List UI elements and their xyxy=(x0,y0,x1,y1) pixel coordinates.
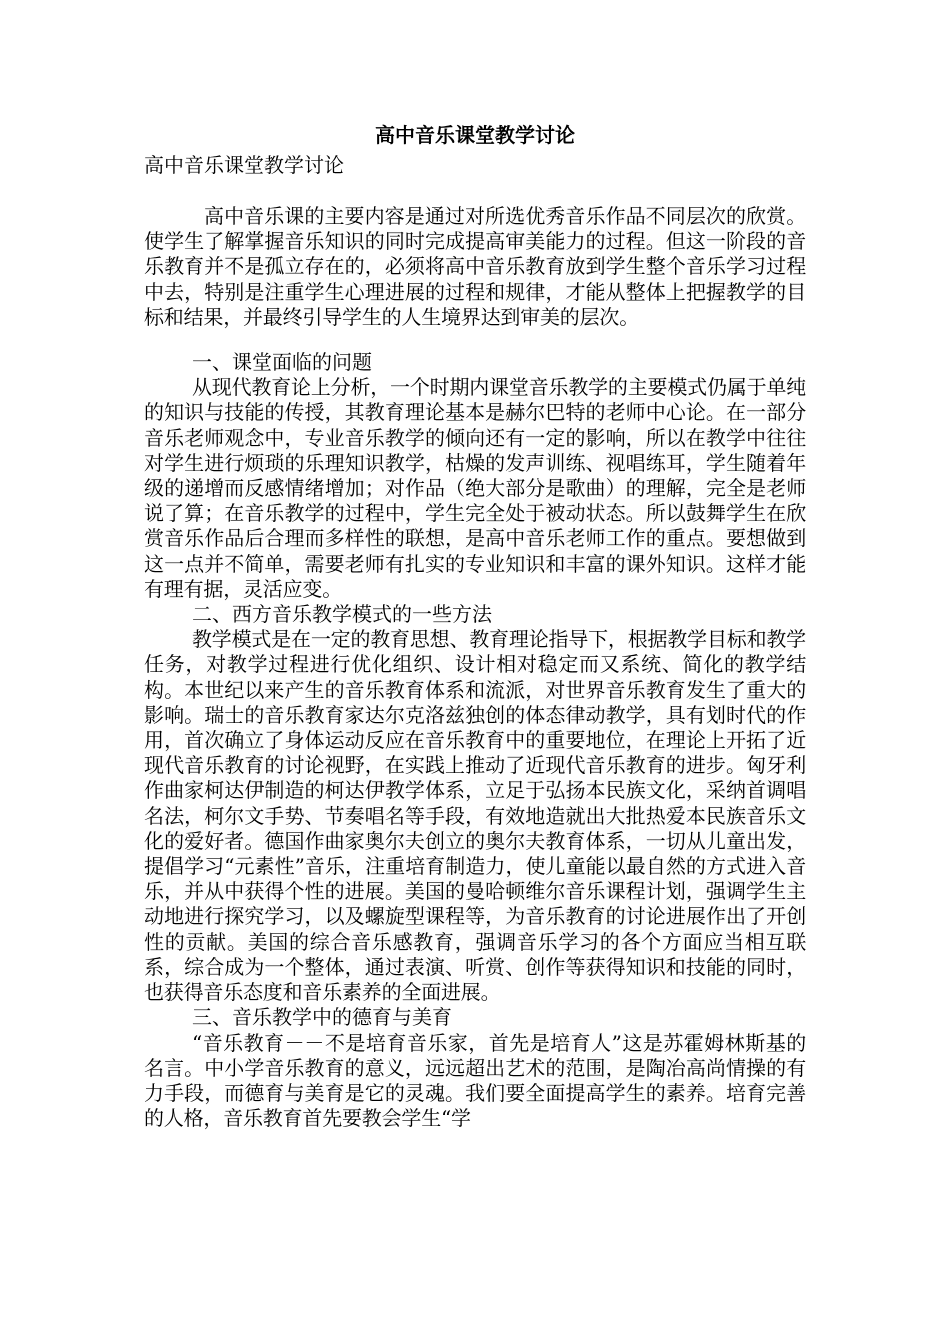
blank-line xyxy=(144,330,806,350)
section-heading: 一、课堂面临的问题 xyxy=(192,350,372,375)
section-heading: 二、西方音乐教学模式的一些方法 xyxy=(192,602,492,627)
document-body xyxy=(144,120,806,1131)
section-heading: 三、音乐教学中的德育与美育 xyxy=(192,1005,452,1030)
section-paragraph: “音乐教育－－不是培育音乐家，首先是培育人”这是苏霍姆林斯基的名言。中小学音乐教育的意义，远远超出艺术的范围，是陶冶高尚情操的有力手段，而德育与美育是它的灵魂。我们要全面提高学生的素养。培育完善的人格，音乐教育首先要教会学生“学 xyxy=(144,1030,806,1131)
section-paragraph: 从现代教育论上分析，一个时期内课堂音乐教学的主要模式仍属于单纯的知识与技能的传授，其教育理论基本是赫尔巴特的老师中心论。在一部分音乐老师观念中，专业音乐教学的倾向还有一定的影响，所以在教学中往往对学生进行烦琐的乐理知识教学，枯燥的发声训练、视唱练耳，学生随着年级的递增而反感情绪增加；对作品（绝大部分是歌曲）的理解，完全是老师说了算；在音乐教学的过程中，学生完全处于被动状态。所以鼓舞学生在欣赏音乐作品后合理而多样性的联想，是高中音乐老师工作的重点。要想做到这一点并不简单，需要老师有扎实的专业知识和丰富的课外知识。这样才能有理有据，灵活应变。 xyxy=(144,375,806,601)
document-subtitle: 高中音乐课堂教学讨论 xyxy=(144,153,344,177)
document-title: 高中音乐课堂教学讨论 xyxy=(375,123,575,147)
blank-line xyxy=(144,180,806,204)
section-paragraph: 教学模式是在一定的教育思想、教育理论指导下，根据教学目标和教学任务，对教学过程进行优化组织、设计相对稳定而又系统、简化的教学结构。本世纪以来产生的音乐教育体系和流派，对世界音乐教育发生了重大的影响。瑞士的音乐教育家达尔克洛兹独创的体态律动教学，具有划时代的作用，首次确立了身体运动反应在音乐教育中的重要地位，在理论上开拓了近现代音乐教育的讨论视野，在实践上推动了近现代音乐教育的进步。匈牙利作曲家柯达伊制造的柯达伊教学体系，立足于弘扬本民族文化，采纳首调唱名法，柯尔文手势、节奏唱名等手段，有效地造就出大批热爱本民族音乐文化的爱好者。德国作曲家奥尔夫创立的奥尔夫教育体系，一切从儿童出发，提倡学习“元素性”音乐，注重培育制造力，使儿童能以最自然的方式进入音乐，并从中获得个性的进展。美国的曼哈顿维尔音乐课程计划，强调学生主动地进行探究学习，以及螺旋型课程等，为音乐教育的讨论进展作出了开创性的贡献。美国的综合音乐感教育，强调音乐学习的各个方面应当相互联系，综合成为一个整体，通过表演、听赏、创作等获得知识和技能的同时，也获得音乐态度和音乐素养的全面进展。 xyxy=(144,627,806,1005)
intro-paragraph: 高中音乐课的主要内容是通过对所选优秀音乐作品不同层次的欣赏。使学生了解掌握音乐知识的同时完成提高审美能力的过程。但这一阶段的音乐教育并不是孤立存在的，必须将高中音乐教育放到学生整个音乐学习过程中去，特别是注重学生心理进展的过程和规律，才能从整体上把握教学的目标和结果，并最终引导学生的人生境界达到审美的层次。 xyxy=(144,204,806,329)
